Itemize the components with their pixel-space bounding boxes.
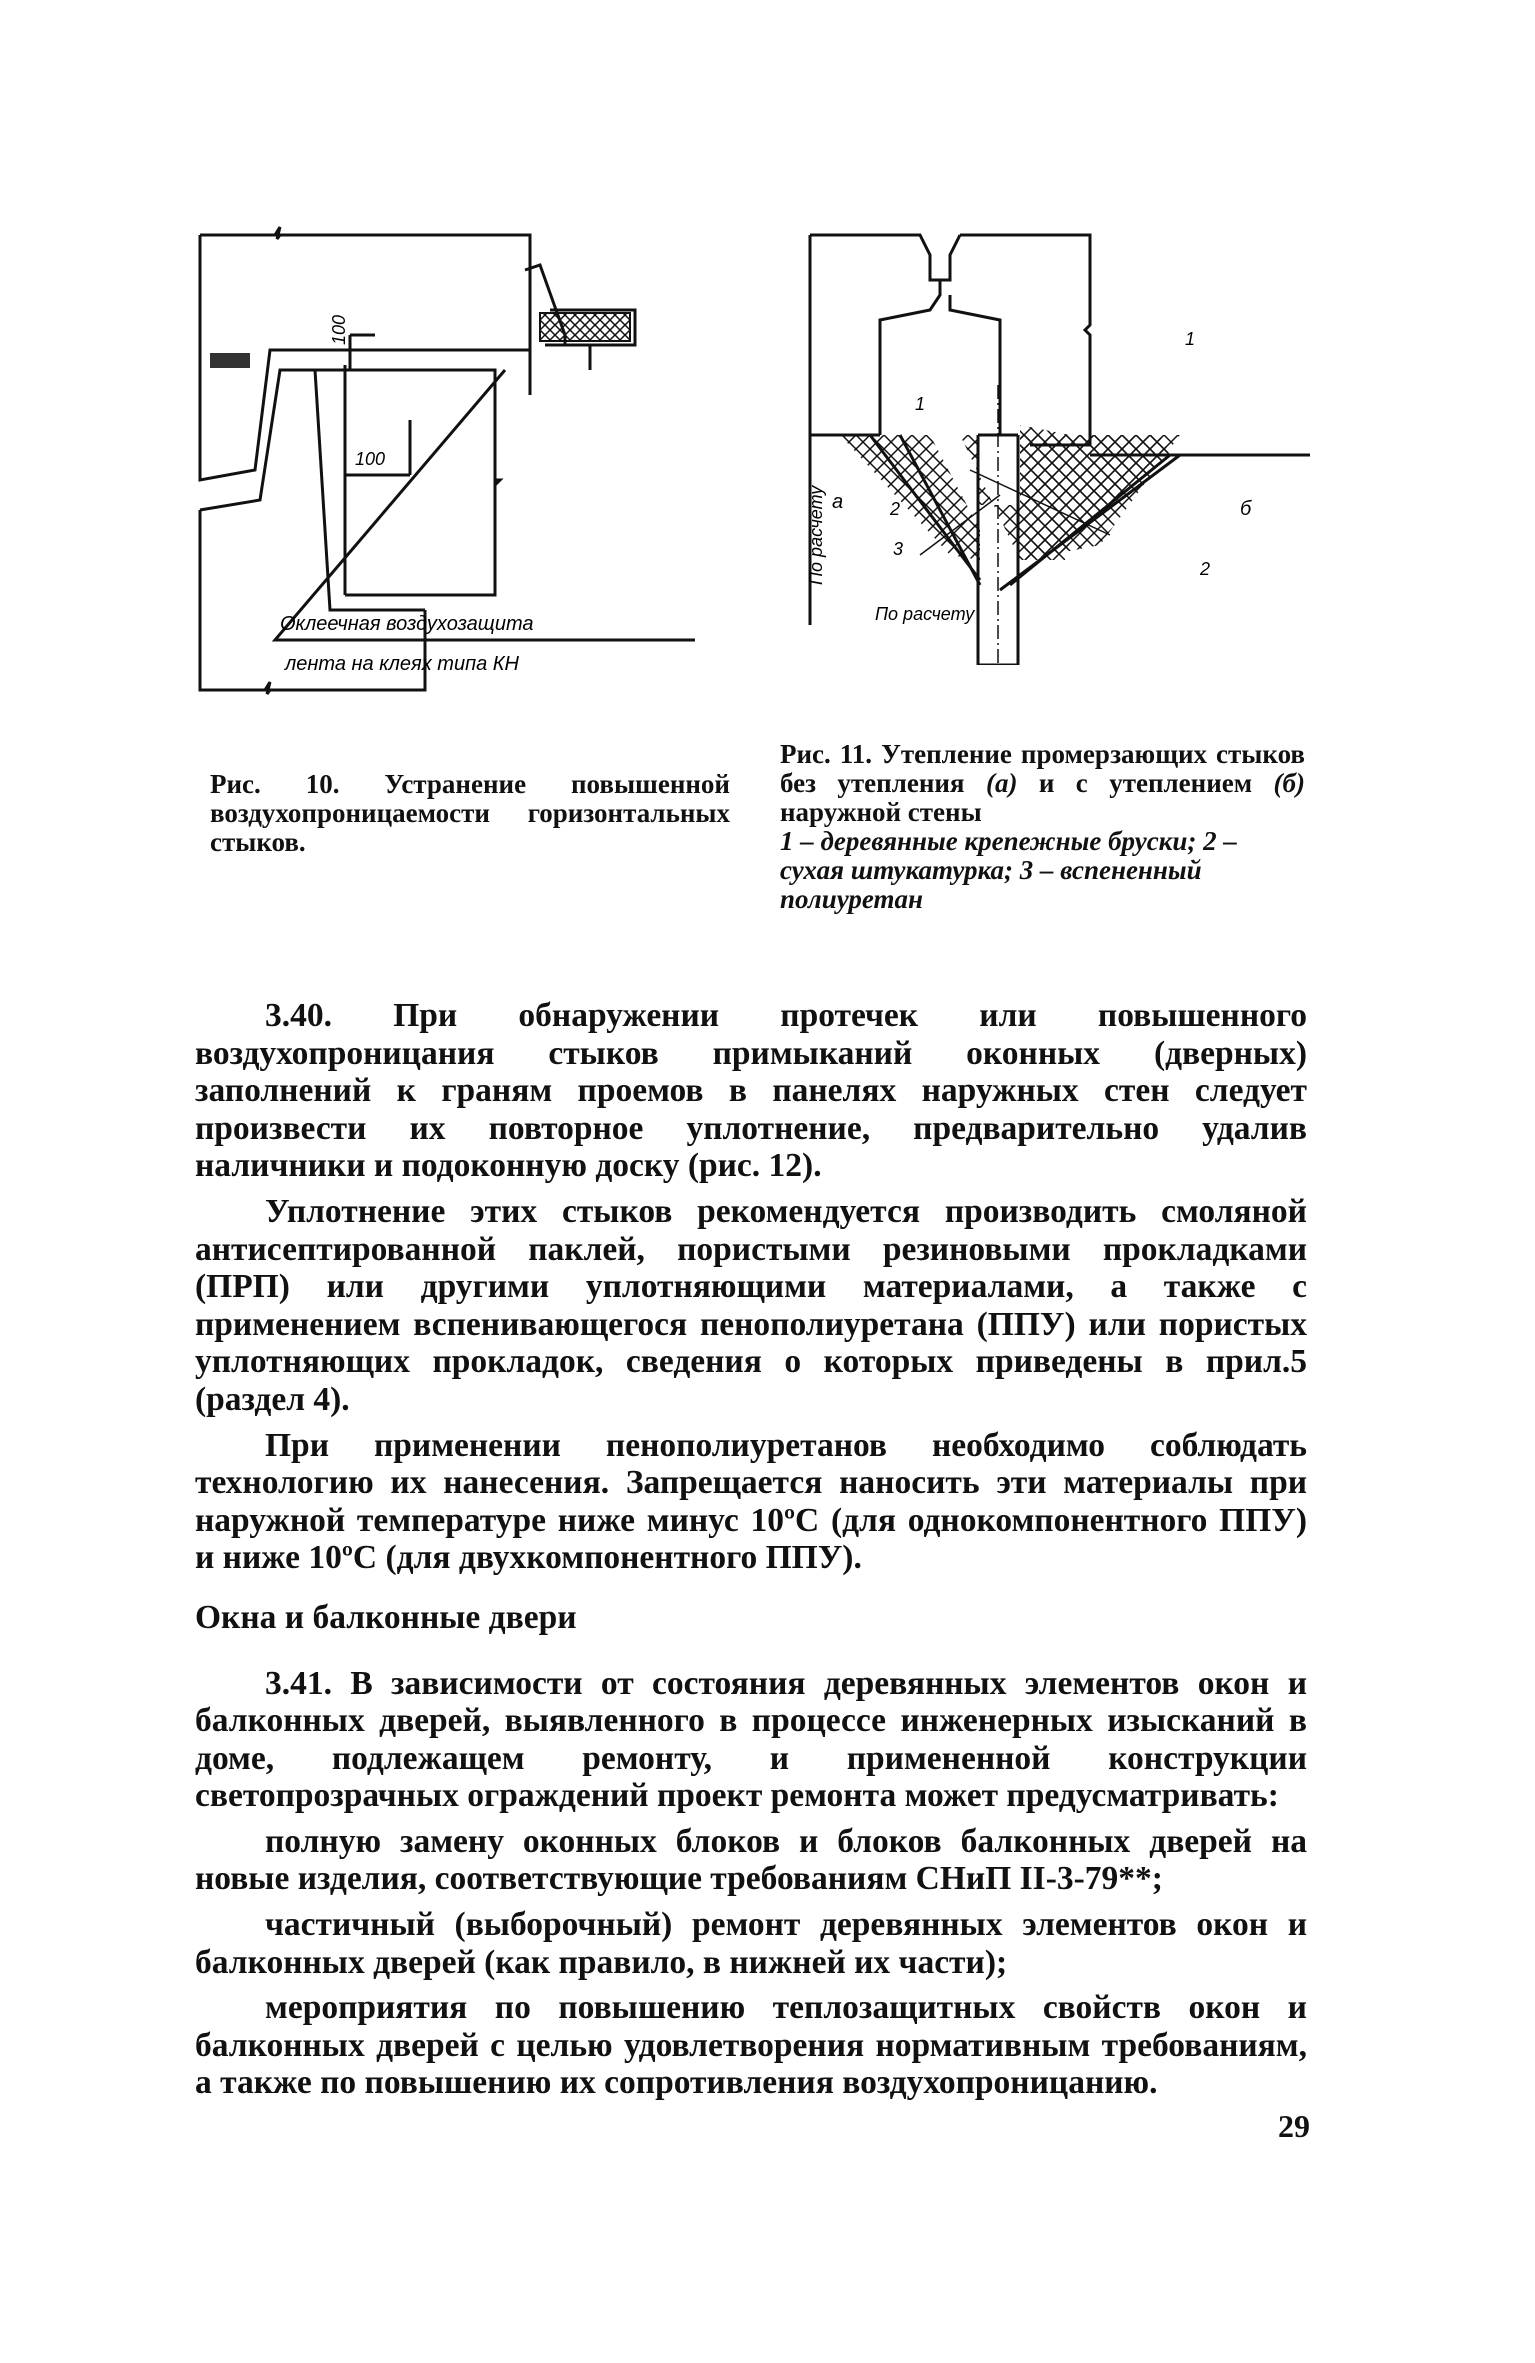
figure-11-drawing [800,225,1310,665]
label-1-right: 1 [1185,329,1196,349]
caption-a: (а) [985,768,1018,798]
paragraph: При применении пенополиуретанов необходимо соблюдать технологию их нанесения. Запрещается наносить эти материалы при наружной температуре ниже минус 10ºС (для однокомпонентного ППУ) и ниже 10ºС (для двухкомпонентного ППУ). [195,1426,1307,1577]
figure-11-caption [780,740,1305,914]
dim-vertical-100: 100 [329,314,349,345]
section-heading: Окна и балконные двери [195,1598,577,1636]
label-2-left: 2 [890,499,901,519]
caption-b: (б) [1273,768,1305,798]
paragraph-text: При обнаружении протечек или повышенного воздухопроницания стыков примыканий оконных (дверных) заполнений к граням проемов в панелях наружных стен следует произвести их повторное уплотнение, предварительно удалив наличники и подоконную доску (рис. 12). [195,997,1308,1185]
label-3: 3 [893,539,904,559]
section-number: 3.40. [265,997,332,1034]
figure-10-drawing [195,225,695,705]
section-number: 3.41. [265,1664,332,1702]
paragraph: Уплотнение этих стыков рекомендуется производить смоляной антисептированной паклей, пористыми резиновыми прокладками (ПРП) или другими уплотняющими материалами, а также с применением вспенивающегося пенополиуретана (ППУ) или пористых уплотняющих прокладок, сведения о которых приведены в прил.5 (раздел 4). [195,1192,1307,1418]
dim-horizontal-100: 100 [355,449,386,469]
paragraph: мероприятия по повышению теплозащитных свойств окон и балконных дверей с целью удовлетворения нормативным требованиям, а также по повышению их сопротивления воздухопроницанию. [195,1989,1307,2102]
label-line1: Оклеечная воздухозащита [280,613,534,635]
dim-vertical-po-raschetu: По расчету [806,485,826,585]
label-b: б [1240,498,1252,520]
label-line2: лента на клеях типа КН [285,653,519,675]
paragraph-3-40 [195,997,1307,1185]
caption-legend: 1 – деревянные крепежные бруски; 2 – сухая штукатурка; 3 – вспененный полиуретан [780,826,1237,914]
caption-mid: и с утеплением [1038,768,1253,798]
figure-10-caption: Рис. 10. Устранение повышенной воздухопроницаемости горизонтальных стыков. [210,769,730,857]
paragraph: полную замену оконных блоков и блоков балконных дверей на новые изделия, соответствующие требованиям СНиП II-3-79**; [195,1822,1307,1898]
paragraph-3-41 [195,1665,1307,1815]
label-1-left: 1 [915,394,926,414]
dim-horizontal-po-raschetu: По расчету [875,604,975,624]
caption-end: наружной стены [780,797,982,827]
label-2-right: 2 [1200,559,1211,579]
paragraph-text: В зависимости от состояния деревянных элементов окон и балконных дверей, выявленного в процессе инженерных изысканий в доме, подлежащем ремонту, и примененной конструкции светопрозрачных ограждений проект ремонта может предусматривать: [195,1664,1308,1815]
seal-hatch [210,353,250,368]
caption-title: Рис. 11. Утепление промерзающих стыков без утепления [780,739,1305,798]
page-number: 29 [1278,2108,1310,2144]
body-text [195,997,1307,2110]
paragraph: частичный (выборочный) ремонт деревянных элементов окон и балконных дверей (как правило, в нижней их части); [195,1906,1307,1981]
label-a: а [832,491,844,513]
